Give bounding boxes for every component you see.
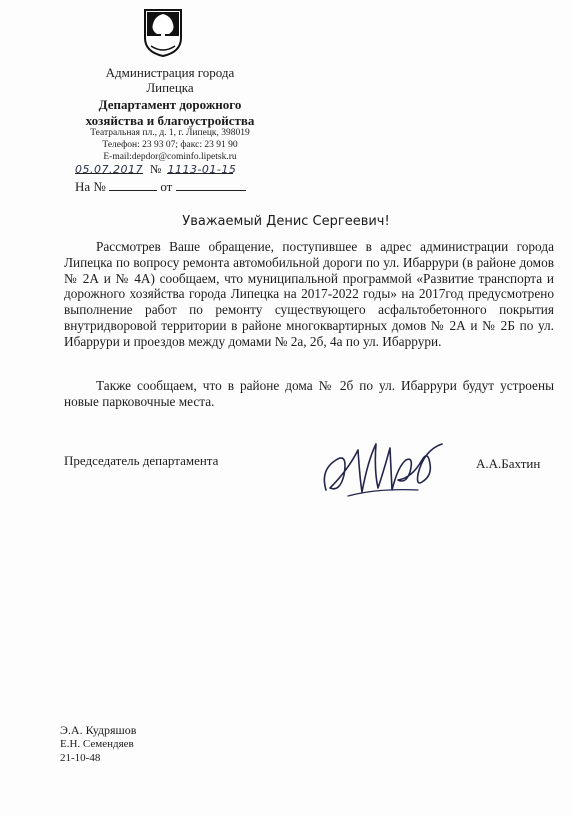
- reference-number-blank: [109, 180, 157, 191]
- department-name-line2: хозяйства и благоустройства: [85, 113, 255, 128]
- lipetsk-coat-of-arms-icon: [143, 8, 183, 58]
- registration-number-label: №: [150, 162, 162, 176]
- letter-paragraph-2: Также сообщаем, что в районе дома № 2б по ул. Ибаррури будут устроены новые парковочные места.: [64, 378, 554, 409]
- reference-date-blank: [176, 180, 246, 191]
- signatory-name: А.А.Бахтин: [476, 456, 541, 471]
- department-name-line1: Департамент дорожного: [98, 97, 242, 112]
- org-name-line2: Липецка: [146, 80, 194, 95]
- department-address: Театральная пл., д. 1, г. Липецк, 398019: [90, 128, 250, 138]
- signatory-position: Председатель департамента: [64, 453, 219, 468]
- department-phone: Телефон: 23 93 07; факс: 23 91 90: [102, 140, 238, 150]
- greeting: Уважаемый Денис Сергеевич!: [182, 214, 390, 229]
- executor-phone: 21-10-48: [60, 752, 101, 764]
- registration-date: 05.07.2017: [75, 163, 143, 176]
- registration-line: [75, 162, 237, 177]
- reference-number-label: На №: [75, 179, 106, 194]
- registration-number: 1113-01-15: [167, 163, 237, 176]
- executor-name-1: Э.А. Кудряшов: [60, 723, 137, 737]
- letter-paragraph-1: Рассмотрев Ваше обращение, поступившее в адрес администрации города Липецка по вопросу ремонта автомобильной дороги по ул. Ибаррури (в районе домов № 2А и № 4А) сообщаем, что муниципальной программой «Развитие транспорта и дорожного хозяйства города Липецка на 2017-2022 годы» на 2017год предусмотрено выполнение работ по ремонту существующего асфальтобетонного покрытия внутридворовой территории в районе многоквартирных домов № 2А и № 2Б по ул. Ибаррури и проездов между домами № 2а, 2б, 4а по ул. Ибаррури.: [64, 239, 554, 349]
- org-name-line1: Администрация города: [105, 65, 235, 80]
- executor-name-2: Е.Н. Семендяев: [60, 738, 134, 750]
- department-email: E-mail:depdor@cominfo.lipetsk.ru: [103, 152, 237, 162]
- handwritten-signature: [318, 430, 448, 505]
- reference-line: [75, 179, 246, 195]
- reference-date-label: от: [160, 179, 173, 194]
